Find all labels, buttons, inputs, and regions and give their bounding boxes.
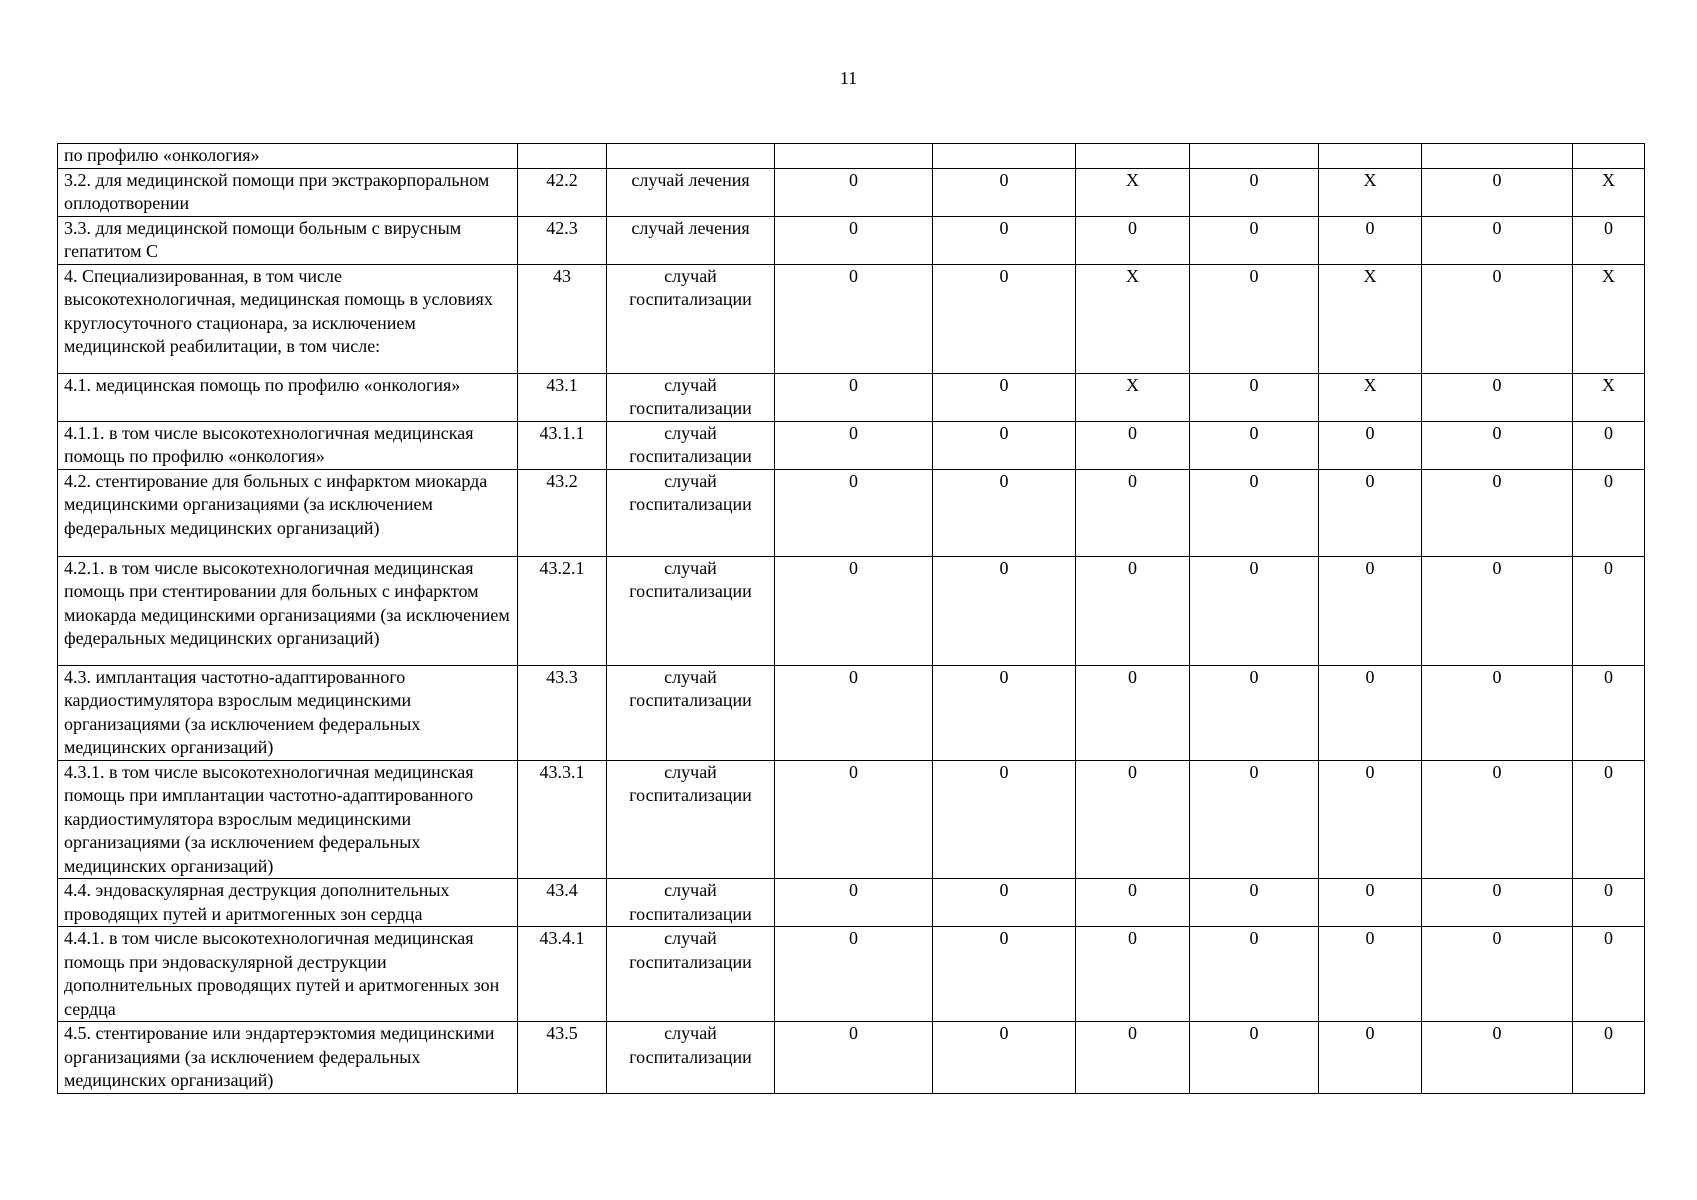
- row-code-cell: [518, 144, 607, 169]
- row-value-cell: 0: [1076, 469, 1190, 556]
- table-row: [58, 556, 1645, 665]
- row-value-cell: 0: [1573, 760, 1645, 879]
- row-value-cell: 0: [1573, 421, 1645, 469]
- row-name-cell: 4.1. медицинская помощь по профилю «онкология»: [58, 373, 518, 421]
- row-value-cell: 0: [1422, 264, 1573, 373]
- row-value-cell: 0: [1422, 760, 1573, 879]
- row-value-cell: 0: [775, 421, 933, 469]
- row-value-cell: X: [1076, 373, 1190, 421]
- row-value-cell: 0: [775, 373, 933, 421]
- row-value-cell: 0: [775, 556, 933, 665]
- row-name-cell: 4.4. эндоваскулярная деструкция дополнительных проводящих путей и аритмогенных зон сердца: [58, 879, 518, 927]
- row-code-cell: 43.5: [518, 1022, 607, 1094]
- row-unit-cell: случай лечения: [607, 216, 775, 264]
- table-body: [58, 144, 1645, 1094]
- row-value-cell: 0: [1319, 927, 1422, 1022]
- row-unit-cell: случай госпитализации: [607, 373, 775, 421]
- row-code-cell: 43.2: [518, 469, 607, 556]
- row-value-cell: 0: [1422, 373, 1573, 421]
- row-value-cell: 0: [775, 927, 933, 1022]
- row-value-cell: X: [1319, 264, 1422, 373]
- row-value-cell: 0: [775, 264, 933, 373]
- row-value-cell: 0: [1319, 556, 1422, 665]
- row-value-cell: 0: [1319, 421, 1422, 469]
- row-code-cell: 43: [518, 264, 607, 373]
- table-row: [58, 421, 1645, 469]
- row-name-cell: по профилю «онкология»: [58, 144, 518, 169]
- row-value-cell: 0: [933, 469, 1076, 556]
- row-value-cell: 0: [1076, 556, 1190, 665]
- row-value-cell: 0: [1076, 760, 1190, 879]
- row-value-cell: 0: [1190, 927, 1319, 1022]
- table-row: [58, 264, 1645, 373]
- row-value-cell: X: [1319, 168, 1422, 216]
- row-code-cell: 43.4: [518, 879, 607, 927]
- table-row: [58, 927, 1645, 1022]
- table-row: [58, 665, 1645, 760]
- row-name-cell: 4.4.1. в том числе высокотехнологичная медицинская помощь при эндоваскулярной деструкции дополнительных проводящих путей и аритмогенных зон сердца: [58, 927, 518, 1022]
- row-value-cell: X: [1076, 168, 1190, 216]
- row-value-cell: [1573, 144, 1645, 169]
- row-value-cell: 0: [1190, 665, 1319, 760]
- row-value-cell: [933, 144, 1076, 169]
- row-unit-cell: случай госпитализации: [607, 264, 775, 373]
- row-value-cell: 0: [1573, 665, 1645, 760]
- row-code-cell: 43.4.1: [518, 927, 607, 1022]
- row-value-cell: 0: [1076, 421, 1190, 469]
- row-value-cell: 0: [1190, 216, 1319, 264]
- row-value-cell: X: [1573, 168, 1645, 216]
- row-value-cell: 0: [1319, 1022, 1422, 1094]
- row-value-cell: 0: [775, 1022, 933, 1094]
- row-code-cell: 42.3: [518, 216, 607, 264]
- row-unit-cell: случай лечения: [607, 168, 775, 216]
- row-value-cell: [1076, 144, 1190, 169]
- row-value-cell: 0: [1190, 421, 1319, 469]
- row-code-cell: 43.1.1: [518, 421, 607, 469]
- row-value-cell: 0: [1319, 760, 1422, 879]
- row-value-cell: 0: [933, 879, 1076, 927]
- table-row: [58, 168, 1645, 216]
- row-unit-cell: случай госпитализации: [607, 760, 775, 879]
- row-value-cell: 0: [1319, 469, 1422, 556]
- row-value-cell: X: [1319, 373, 1422, 421]
- row-value-cell: 0: [1422, 469, 1573, 556]
- row-value-cell: 0: [933, 556, 1076, 665]
- row-value-cell: 0: [1319, 879, 1422, 927]
- page-number: 11: [839, 68, 858, 88]
- row-value-cell: 0: [1573, 879, 1645, 927]
- row-value-cell: 0: [933, 421, 1076, 469]
- row-value-cell: 0: [1573, 469, 1645, 556]
- row-code-cell: 42.2: [518, 168, 607, 216]
- row-value-cell: [1422, 144, 1573, 169]
- row-value-cell: 0: [933, 216, 1076, 264]
- row-value-cell: 0: [1076, 1022, 1190, 1094]
- row-value-cell: 0: [1422, 556, 1573, 665]
- row-value-cell: 0: [1190, 264, 1319, 373]
- row-value-cell: 0: [1076, 927, 1190, 1022]
- row-value-cell: 0: [1190, 469, 1319, 556]
- row-value-cell: [1190, 144, 1319, 169]
- row-code-cell: 43.3.1: [518, 760, 607, 879]
- row-value-cell: 0: [775, 168, 933, 216]
- row-unit-cell: [607, 144, 775, 169]
- data-table: [57, 143, 1645, 1094]
- table-row: [58, 1022, 1645, 1094]
- table-row: [58, 879, 1645, 927]
- row-unit-cell: случай госпитализации: [607, 556, 775, 665]
- row-name-cell: 3.2. для медицинской помощи при экстракорпоральном оплодотворении: [58, 168, 518, 216]
- row-code-cell: 43.2.1: [518, 556, 607, 665]
- row-value-cell: 0: [933, 665, 1076, 760]
- row-name-cell: 4.5. стентирование или эндартерэктомия медицинскими организациями (за исключением федеральных медицинских организаций): [58, 1022, 518, 1094]
- row-value-cell: 0: [1422, 665, 1573, 760]
- row-value-cell: 0: [775, 879, 933, 927]
- row-value-cell: 0: [1190, 760, 1319, 879]
- row-value-cell: 0: [1190, 373, 1319, 421]
- row-unit-cell: случай госпитализации: [607, 421, 775, 469]
- row-name-cell: 4.2.1. в том числе высокотехнологичная медицинская помощь при стентировании для больных с инфарктом миокарда медицинскими организациями (за исключением федеральных медицинских организаций): [58, 556, 518, 665]
- row-value-cell: 0: [1422, 927, 1573, 1022]
- row-name-cell: 4.3. имплантация частотно-адаптированного кардиостимулятора взрослым медицинскими организациями (за исключением федеральных медицинских организаций): [58, 665, 518, 760]
- row-value-cell: 0: [775, 469, 933, 556]
- row-value-cell: X: [1573, 264, 1645, 373]
- row-value-cell: 0: [1076, 879, 1190, 927]
- row-name-cell: 4.2. стентирование для больных с инфарктом миокарда медицинскими организациями (за исключением федеральных медицинских организаций): [58, 469, 518, 556]
- row-unit-cell: случай госпитализации: [607, 469, 775, 556]
- table-row: [58, 144, 1645, 169]
- row-unit-cell: случай госпитализации: [607, 1022, 775, 1094]
- row-value-cell: 0: [1190, 556, 1319, 665]
- row-name-cell: 4.1.1. в том числе высокотехнологичная медицинская помощь по профилю «онкология»: [58, 421, 518, 469]
- row-value-cell: X: [1573, 373, 1645, 421]
- row-value-cell: 0: [933, 168, 1076, 216]
- row-value-cell: 0: [1573, 216, 1645, 264]
- row-value-cell: 0: [933, 927, 1076, 1022]
- row-value-cell: 0: [933, 1022, 1076, 1094]
- row-value-cell: 0: [1319, 665, 1422, 760]
- row-code-cell: 43.1: [518, 373, 607, 421]
- row-value-cell: 0: [775, 760, 933, 879]
- row-name-cell: 4. Специализированная, в том числе высокотехнологичная, медицинская помощь в условиях круглосуточного стационара, за исключением медицинской реабилитации, в том числе:: [58, 264, 518, 373]
- table-row: [58, 216, 1645, 264]
- row-value-cell: 0: [775, 665, 933, 760]
- row-value-cell: 0: [1319, 216, 1422, 264]
- row-name-cell: 4.3.1. в том числе высокотехнологичная медицинская помощь при имплантации частотно-адаптированного кардиостимулятора взрослым медицинскими организациями (за исключением федеральных медицинских организаций): [58, 760, 518, 879]
- row-value-cell: 0: [1573, 927, 1645, 1022]
- row-value-cell: 0: [1422, 168, 1573, 216]
- row-value-cell: 0: [1422, 1022, 1573, 1094]
- row-value-cell: 0: [1076, 216, 1190, 264]
- row-value-cell: 0: [1573, 1022, 1645, 1094]
- row-value-cell: X: [1076, 264, 1190, 373]
- row-value-cell: 0: [1190, 879, 1319, 927]
- row-unit-cell: случай госпитализации: [607, 927, 775, 1022]
- row-value-cell: 0: [933, 760, 1076, 879]
- row-value-cell: 0: [1190, 1022, 1319, 1094]
- row-value-cell: 0: [1422, 421, 1573, 469]
- row-value-cell: 0: [933, 264, 1076, 373]
- row-unit-cell: случай госпитализации: [607, 665, 775, 760]
- table-row: [58, 469, 1645, 556]
- row-code-cell: 43.3: [518, 665, 607, 760]
- table-row: [58, 373, 1645, 421]
- row-value-cell: 0: [1422, 216, 1573, 264]
- row-value-cell: 0: [1573, 556, 1645, 665]
- row-value-cell: 0: [1422, 879, 1573, 927]
- row-value-cell: [1319, 144, 1422, 169]
- row-value-cell: 0: [775, 216, 933, 264]
- row-name-cell: 3.3. для медицинской помощи больным с вирусным гепатитом С: [58, 216, 518, 264]
- row-value-cell: 0: [933, 373, 1076, 421]
- row-value-cell: [775, 144, 933, 169]
- table-row: [58, 760, 1645, 879]
- row-unit-cell: случай госпитализации: [607, 879, 775, 927]
- row-value-cell: 0: [1190, 168, 1319, 216]
- row-value-cell: 0: [1076, 665, 1190, 760]
